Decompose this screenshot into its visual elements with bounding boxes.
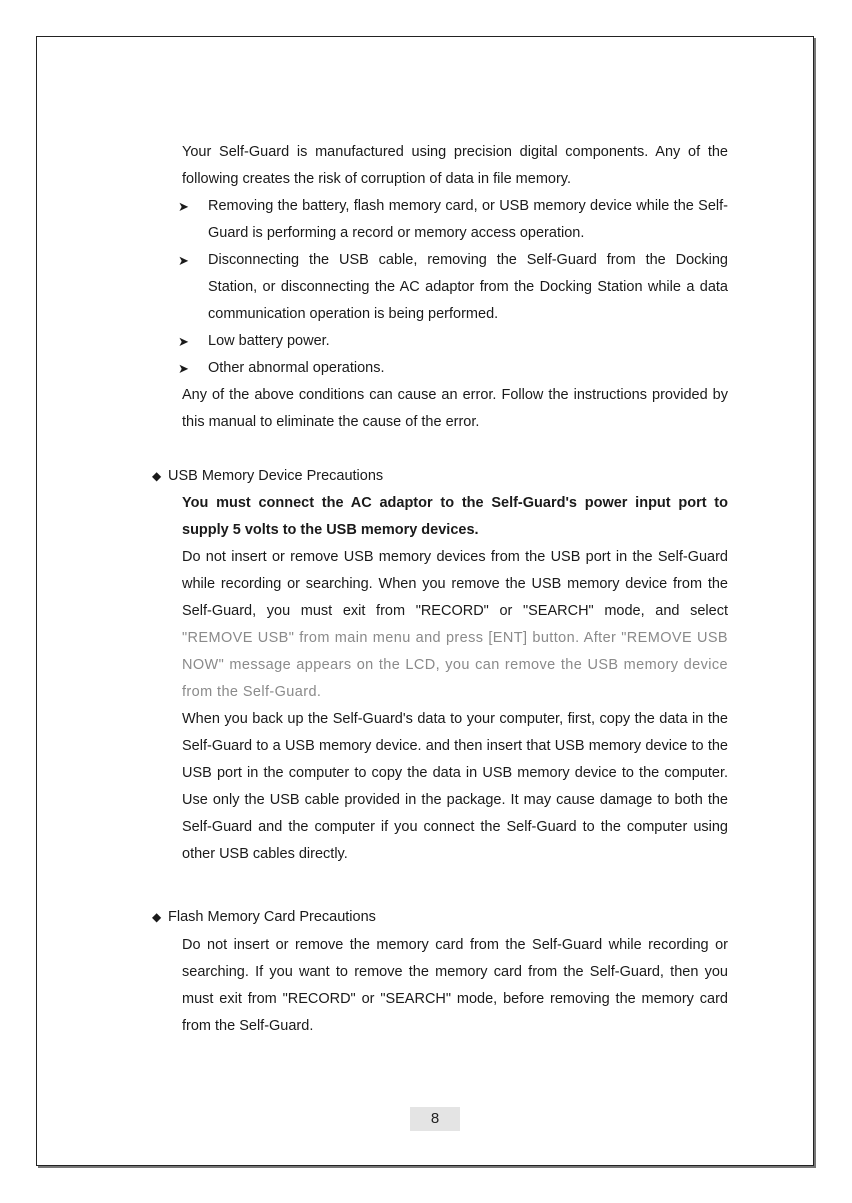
risk-text: Removing the battery, flash memory card, or USB memory device while the Self-Guard is performing a record or memory access operation. [208,198,728,241]
usb-backup-paragraph: When you back up the Self-Guard's data to your computer, first, copy the data in the Self-Guard to a USB memory device. and then insert that USB memory device to the USB port in the computer to copy the data in USB memory device to the computer. Use only the USB cable provided in the package. It may cause damage to both the Self-Guard and the computer if you connect the Self-Guard to the computer using other USB cables directly. [182,711,728,862]
diamond-bullet-icon: ◆ [152,469,162,483]
flash-section-title [152,904,376,931]
usb-removal-text: Do not insert or remove USB memory devices from the USB port in the Self-Guard while recording or searching. When you remove the USB memory device from the Self-Guard, you must exit from "RECORD" or "SEARCH" mode, and select [182,549,728,619]
usb-section-title-text: USB Memory Device Precautions [168,468,384,484]
list-item [178,247,728,328]
diamond-bullet-icon: ◆ [152,910,162,924]
arrow-bullet-icon: ➤ [178,361,189,376]
usb-removal-paragraph [182,544,728,706]
list-item [178,355,728,382]
list-item [178,193,728,247]
intro-paragraph: Your Self-Guard is manufactured using precision digital components. Any of the following creates the risk of corruption of data in file memory. [182,144,728,187]
intro-conclusion: Any of the above conditions can cause an error. Follow the instructions provided by this manual to eliminate the cause of the error. [182,387,728,430]
risk-text: Low battery power. [208,333,330,349]
usb-removal-faded-text: "REMOVE USB" from main menu and press [ENT] button. After "REMOVE USB NOW" message appears on the LCD, you can remove the USB memory device from the Self-Guard. [182,630,728,700]
arrow-bullet-icon: ➤ [178,253,189,268]
flash-section-title-text: Flash Memory Card Precautions [168,909,376,925]
usb-bold-note: You must connect the AC adaptor to the Self-Guard's power input port to supply 5 volts to the USB memory devices. [182,495,728,538]
list-item [178,328,728,355]
flash-paragraph: Do not insert or remove the memory card from the Self-Guard while recording or searching. If you want to remove the memory card from the Self-Guard, then you must exit from "RECORD" or "SEARCH" mode, before removing the memory card from the Self-Guard. [182,937,728,1034]
risk-text: Disconnecting the USB cable, removing the Self-Guard from the Docking Station, or disconnecting the AC adaptor from the Docking Station while a data communication operation is being performed. [208,252,728,322]
arrow-bullet-icon: ➤ [178,199,189,214]
page-number: 8 [410,1107,460,1131]
arrow-bullet-icon: ➤ [178,334,189,349]
usb-section-title [152,463,383,490]
risk-text: Other abnormal operations. [208,360,385,376]
